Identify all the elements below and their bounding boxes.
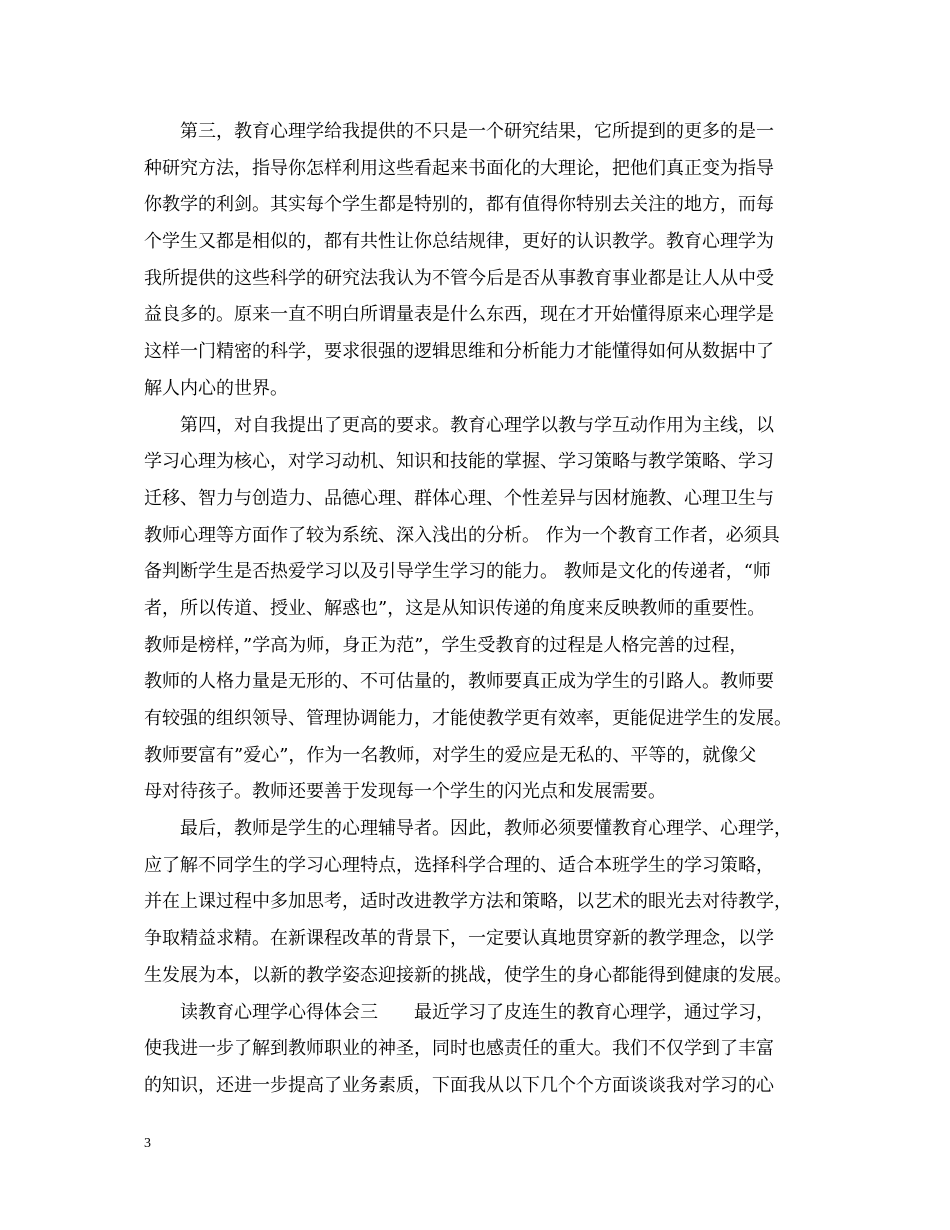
paragraph-line: 并在上课过程中多加思考，适时改进教学方法和策略，以艺术的眼光去对待教学， [144, 891, 792, 913]
paragraph-line: 你教学的利剑。其实每个学生都是特别的，都有值得你特别去关注的地方，而每 [144, 194, 774, 216]
paragraph-line: 教师心理等方面作了较为系统、深入浅出的分析。 作为一个教育工作者，必须具 [144, 524, 780, 546]
paragraph-line: 教师的人格力量是无形的、不可估量的，教师要真正成为学生的引路人。教师要 [144, 671, 774, 693]
paragraph-line: 争取精益求精。在新课程改革的背景下，一定要认真地贯穿新的教学理念，以学 [144, 928, 774, 950]
paragraph-line: 者，所以传道、授业、解惑也”，这是从知识传递的角度来反映教师的重要性。 [144, 597, 766, 619]
paragraph-line: 教师要富有”爱心”，作为一名教师，对学生的爱应是无私的、平等的，就像父 [144, 744, 757, 766]
paragraph-line: 的知识，还进一步提高了业务素质，下面我从以下几个个方面谈谈我对学习的心 [144, 1074, 774, 1096]
paragraph-line: 解人内心的世界。 [144, 377, 288, 399]
paragraph-line: 使我进一步了解到教师职业的神圣，同时也感责任的重大。我们不仅学到了丰富 [144, 1038, 774, 1060]
paragraph-line: 应了解不同学生的学习心理特点，选择科学合理的、适合本班学生的学习策略， [144, 854, 774, 876]
paragraph-line: 学习心理为核心，对学习动机、知识和技能的掌握、学习策略与教学策略、学习 [144, 451, 774, 473]
paragraph-line: 这样一门精密的科学，要求很强的逻辑思维和分析能力才能懂得如何从数据中了 [144, 341, 774, 363]
document-body [144, 114, 820, 1105]
paragraph-line: 第四，对自我提出了更高的要求。教育心理学以教与学互动作用为主线，以 [180, 414, 774, 436]
paragraph-line: 备判断学生是否热爱学习以及引导学生学习的能力。 教师是文化的传递者，“师 [144, 561, 771, 583]
paragraph-line: 个学生又都是相似的，都有共性让你总结规律，更好的认识教学。教育心理学为 [144, 231, 774, 253]
paragraph-line: 益良多的。原来一直不明白所谓量表是什么东西，现在才开始懂得原来心理学是 [144, 304, 774, 326]
paragraph-line: 读教育心理学心得体会三 最近学习了皮连生的教育心理学，通过学习， [180, 1001, 774, 1023]
paragraph-line: 迁移、智力与创造力、品德心理、群体心理、个性差异与因材施教、心理卫生与 [144, 487, 774, 509]
paragraph-line: 第三，教育心理学给我提供的不只是一个研究结果，它所提到的更多的是一 [180, 121, 774, 142]
paragraph-line: 母对待孩子。教师还要善于发现每一个学生的闪光点和发展需要。 [144, 781, 666, 803]
paragraph-line: 种研究方法，指导你怎样利用这些看起来书面化的大理论，把他们真正变为指导 [144, 157, 774, 179]
paragraph-line: 最后，教师是学生的心理辅导者。因此，教师必须要懂教育心理学、心理学， [180, 818, 792, 840]
paragraph-line: 教师是榜样，”学高为师，身正为范”，学生受教育的过程是人格完善的过程， [144, 634, 748, 656]
paragraph-line: 我所提供的这些科学的研究法我认为不管今后是否从事教育事业都是让人从中受 [144, 267, 774, 289]
page-number: 3 [144, 1136, 151, 1151]
paragraph-line: 生发展为本，以新的教学姿态迎接新的挑战，使学生的身心都能得到健康的发展。 [144, 964, 792, 986]
paragraph-line: 有较强的组织领导、管理协调能力，才能使教学更有效率，更能促进学生的发展。 [144, 708, 792, 729]
